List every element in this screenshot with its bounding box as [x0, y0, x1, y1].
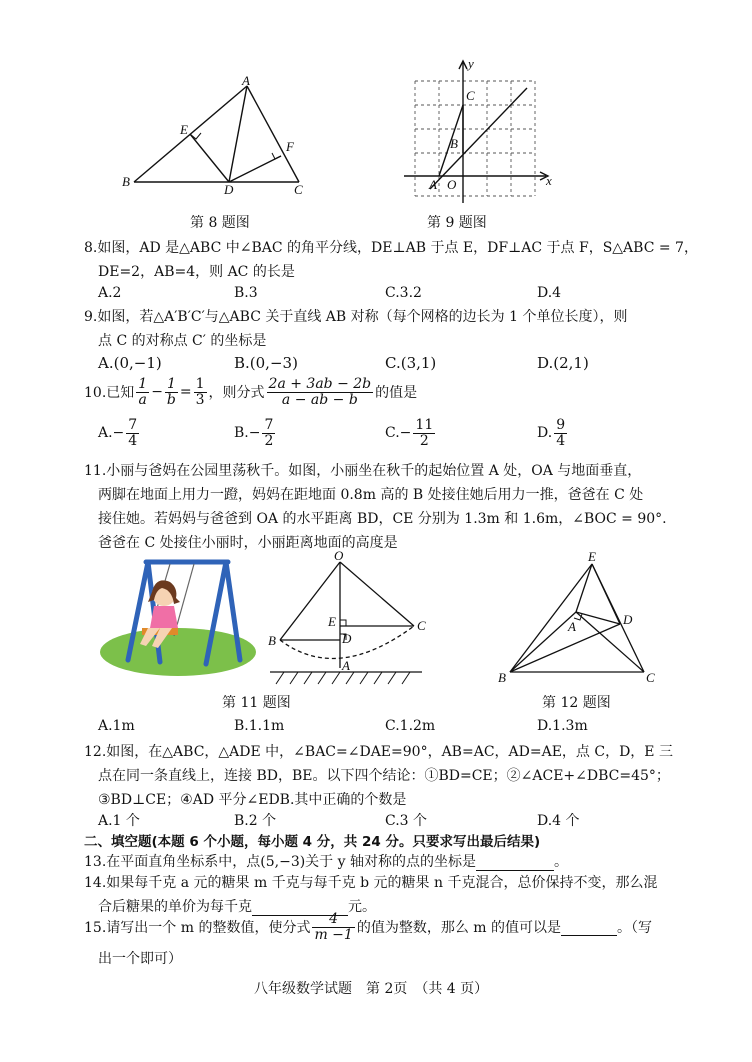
q11-line1: 11.小丽与爸妈在公园里荡秋千。如图，小丽坐在秋千的起始位置 A 处，OA 与地面垂直，: [84, 463, 642, 479]
q10-fraction-1-over-3: $\frac{1}{3}$: [195, 376, 205, 408]
fig11-label-O: O: [334, 548, 344, 563]
q10-option-c: C.− $\frac{11}{2}$: [385, 417, 434, 449]
q11-option-c: C.1.2m: [385, 718, 436, 734]
q15-mid: 的值为整数，那么 m 的值可以是: [356, 920, 562, 937]
fig8-label-D: D: [224, 182, 234, 196]
q12-option-c: C.3 个: [385, 813, 428, 829]
fig8-label-C: C: [294, 182, 303, 196]
q10-prefix: 10.已知: [84, 385, 135, 402]
fig8-label-F: F: [286, 139, 294, 154]
q13: [84, 851, 568, 871]
q12-option-d: D.4 个: [537, 813, 580, 829]
q10-mid: ，则分式: [208, 385, 265, 402]
fig9-label-B: B: [450, 136, 458, 151]
fig8-label-A: A: [242, 76, 250, 88]
q9-option-c: C.(3,1): [385, 354, 437, 372]
q12-option-a: A.1 个: [98, 813, 140, 829]
fig12-label-A: A: [568, 619, 576, 634]
q9-option-d: D.(2,1): [537, 354, 589, 372]
q11-option-a: A.1m: [98, 718, 135, 734]
q10-option-b: B.− $\frac{7}{2}$: [234, 417, 274, 449]
fig11-label-E: E: [328, 614, 336, 629]
figure-9-caption: 第 9 题图: [427, 215, 487, 231]
fig9-label-C: C: [466, 88, 475, 103]
q10-stem: [84, 377, 417, 407]
q9-option-a: A.(0,−1): [98, 354, 162, 372]
q14-line2-text: 合后糖果的单价为每千克: [98, 899, 252, 915]
q14-line1: 14.如果每千克 a 元的糖果 m 千克与每千克 b 元的糖果 n 千克混合，总价保持不变，那么混: [84, 875, 658, 891]
fig9-label-x: x: [546, 173, 552, 188]
figure-8-triangle: [112, 76, 312, 196]
q8-line2: DE=2，AB=4，则 AC 的长是: [98, 264, 295, 280]
q10-fraction-1-over-a: $\frac{1}{a}$: [138, 376, 148, 408]
fig8-label-B: B: [122, 174, 130, 189]
q15-line2: 出一个即可）: [98, 951, 182, 967]
swing-illustration: [98, 552, 258, 682]
fig9-label-y: y: [468, 58, 474, 71]
figure-11-caption: 第 11 题图: [222, 695, 291, 711]
q15: [84, 912, 652, 942]
q14-end: 元。: [348, 899, 376, 915]
fig8-label-E: E: [180, 122, 188, 137]
fig12-label-C: C: [646, 670, 655, 685]
q12-line3: ③BD⊥CE；④AD 平分∠EDB.其中正确的个数是: [98, 792, 407, 808]
fig12-label-E: E: [588, 549, 596, 564]
q10-suffix: 的值是: [375, 385, 418, 402]
q12-line1: 12.如图，在△ABC，△ADE 中，∠BAC=∠DAE=90°，AB=AC，AD=AE，点 C，D，E 三: [84, 744, 673, 760]
q8-line1: 8.如图，AD 是△ABC 中∠BAC 的角平分线，DE⊥AB 于点 E，DF⊥AC 于点 F，S△ABC = 7，: [84, 240, 698, 256]
figure-12-caption: 第 12 题图: [542, 695, 611, 711]
fig12-label-D: D: [623, 612, 633, 627]
fig9-label-O: O: [447, 177, 457, 192]
fig12-label-B: B: [498, 670, 506, 685]
q8-option-a: A.2: [98, 285, 122, 301]
figure-9-grid: [400, 58, 560, 208]
q11-option-b: B.1.1m: [234, 718, 285, 734]
q9-option-b: B.(0,−3): [234, 354, 298, 372]
q12-line2: 点在同一条直线上，连接 BD，BE。以下四个结论：①BD=CE；②∠ACE+∠DBC=45°；: [98, 768, 670, 784]
q11-line4: 爸爸在 C 处接住小丽时，小丽距离地面的高度是: [98, 535, 398, 551]
figure-8-caption: 第 8 题图: [190, 215, 250, 231]
q13-answer-blank[interactable]: [476, 854, 554, 871]
q10-fraction-1-over-b: $\frac{1}{b}$: [166, 376, 176, 408]
fig9-label-A: A: [429, 177, 437, 192]
figure-12-triangles: [492, 548, 662, 688]
q11-option-d: D.1.3m: [537, 718, 588, 734]
q9-line1: 9.如图，若△A′B′C′与△ABC 关于直线 AB 对称（每个网格的边长为 1 个单位长度），则: [84, 309, 628, 325]
q12-option-b: B.2 个: [234, 813, 277, 829]
q10-equals: =: [179, 384, 192, 401]
q8-option-c: C.3.2: [385, 285, 422, 301]
q15-answer-blank[interactable]: [561, 919, 617, 936]
page-footer: 八年级数学试题 第 2页 （共 4 页）: [254, 981, 489, 997]
q10-minus: −: [151, 384, 163, 401]
q9-line2: 点 C 的对称点 C′ 的坐标是: [98, 333, 267, 349]
fig11-label-C: C: [417, 618, 426, 633]
q13-end: 。: [554, 854, 568, 870]
fig11-label-B: B: [268, 633, 276, 648]
fig11-label-A: A: [342, 658, 350, 673]
q11-line2: 两脚在地面上用力一蹬，妈妈在距地面 0.8m 高的 B 处接住她后用力一推，爸爸在 C 处: [98, 487, 644, 503]
q8-option-d: D.4: [537, 285, 562, 301]
q13-text: 13.在平面直角坐标系中，点(5,−3)关于 y 轴对称的点的坐标是: [84, 854, 476, 870]
q15-end: 。（写: [617, 920, 653, 937]
q10-option-a: A.− $\frac{7}{4}$: [98, 417, 138, 449]
q15-prefix: 15.请写出一个 m 的整数值，使分式: [84, 920, 311, 937]
q8-option-b: B.3: [234, 285, 258, 301]
q10-expression-fraction: $\frac{2a + 3ab - 2b}{a - ab - b}$: [268, 376, 372, 408]
q11-line3: 接住她。若妈妈与爸爸到 OA 的水平距离 BD，CE 分别为 1.3m 和 1.6m，∠BOC = 90°.: [98, 511, 667, 527]
figure-11-swing-geometry: [262, 548, 442, 688]
q15-fraction: $\frac{4}{m -1}$: [314, 911, 353, 943]
section-2-heading: 二、填空题(本题 6 个小题，每小题 4 分，共 24 分。只要求写出最后结果): [84, 834, 541, 850]
fig11-label-D: D: [342, 631, 352, 646]
q10-option-d: D. $\frac{9}{4}$: [537, 417, 566, 449]
